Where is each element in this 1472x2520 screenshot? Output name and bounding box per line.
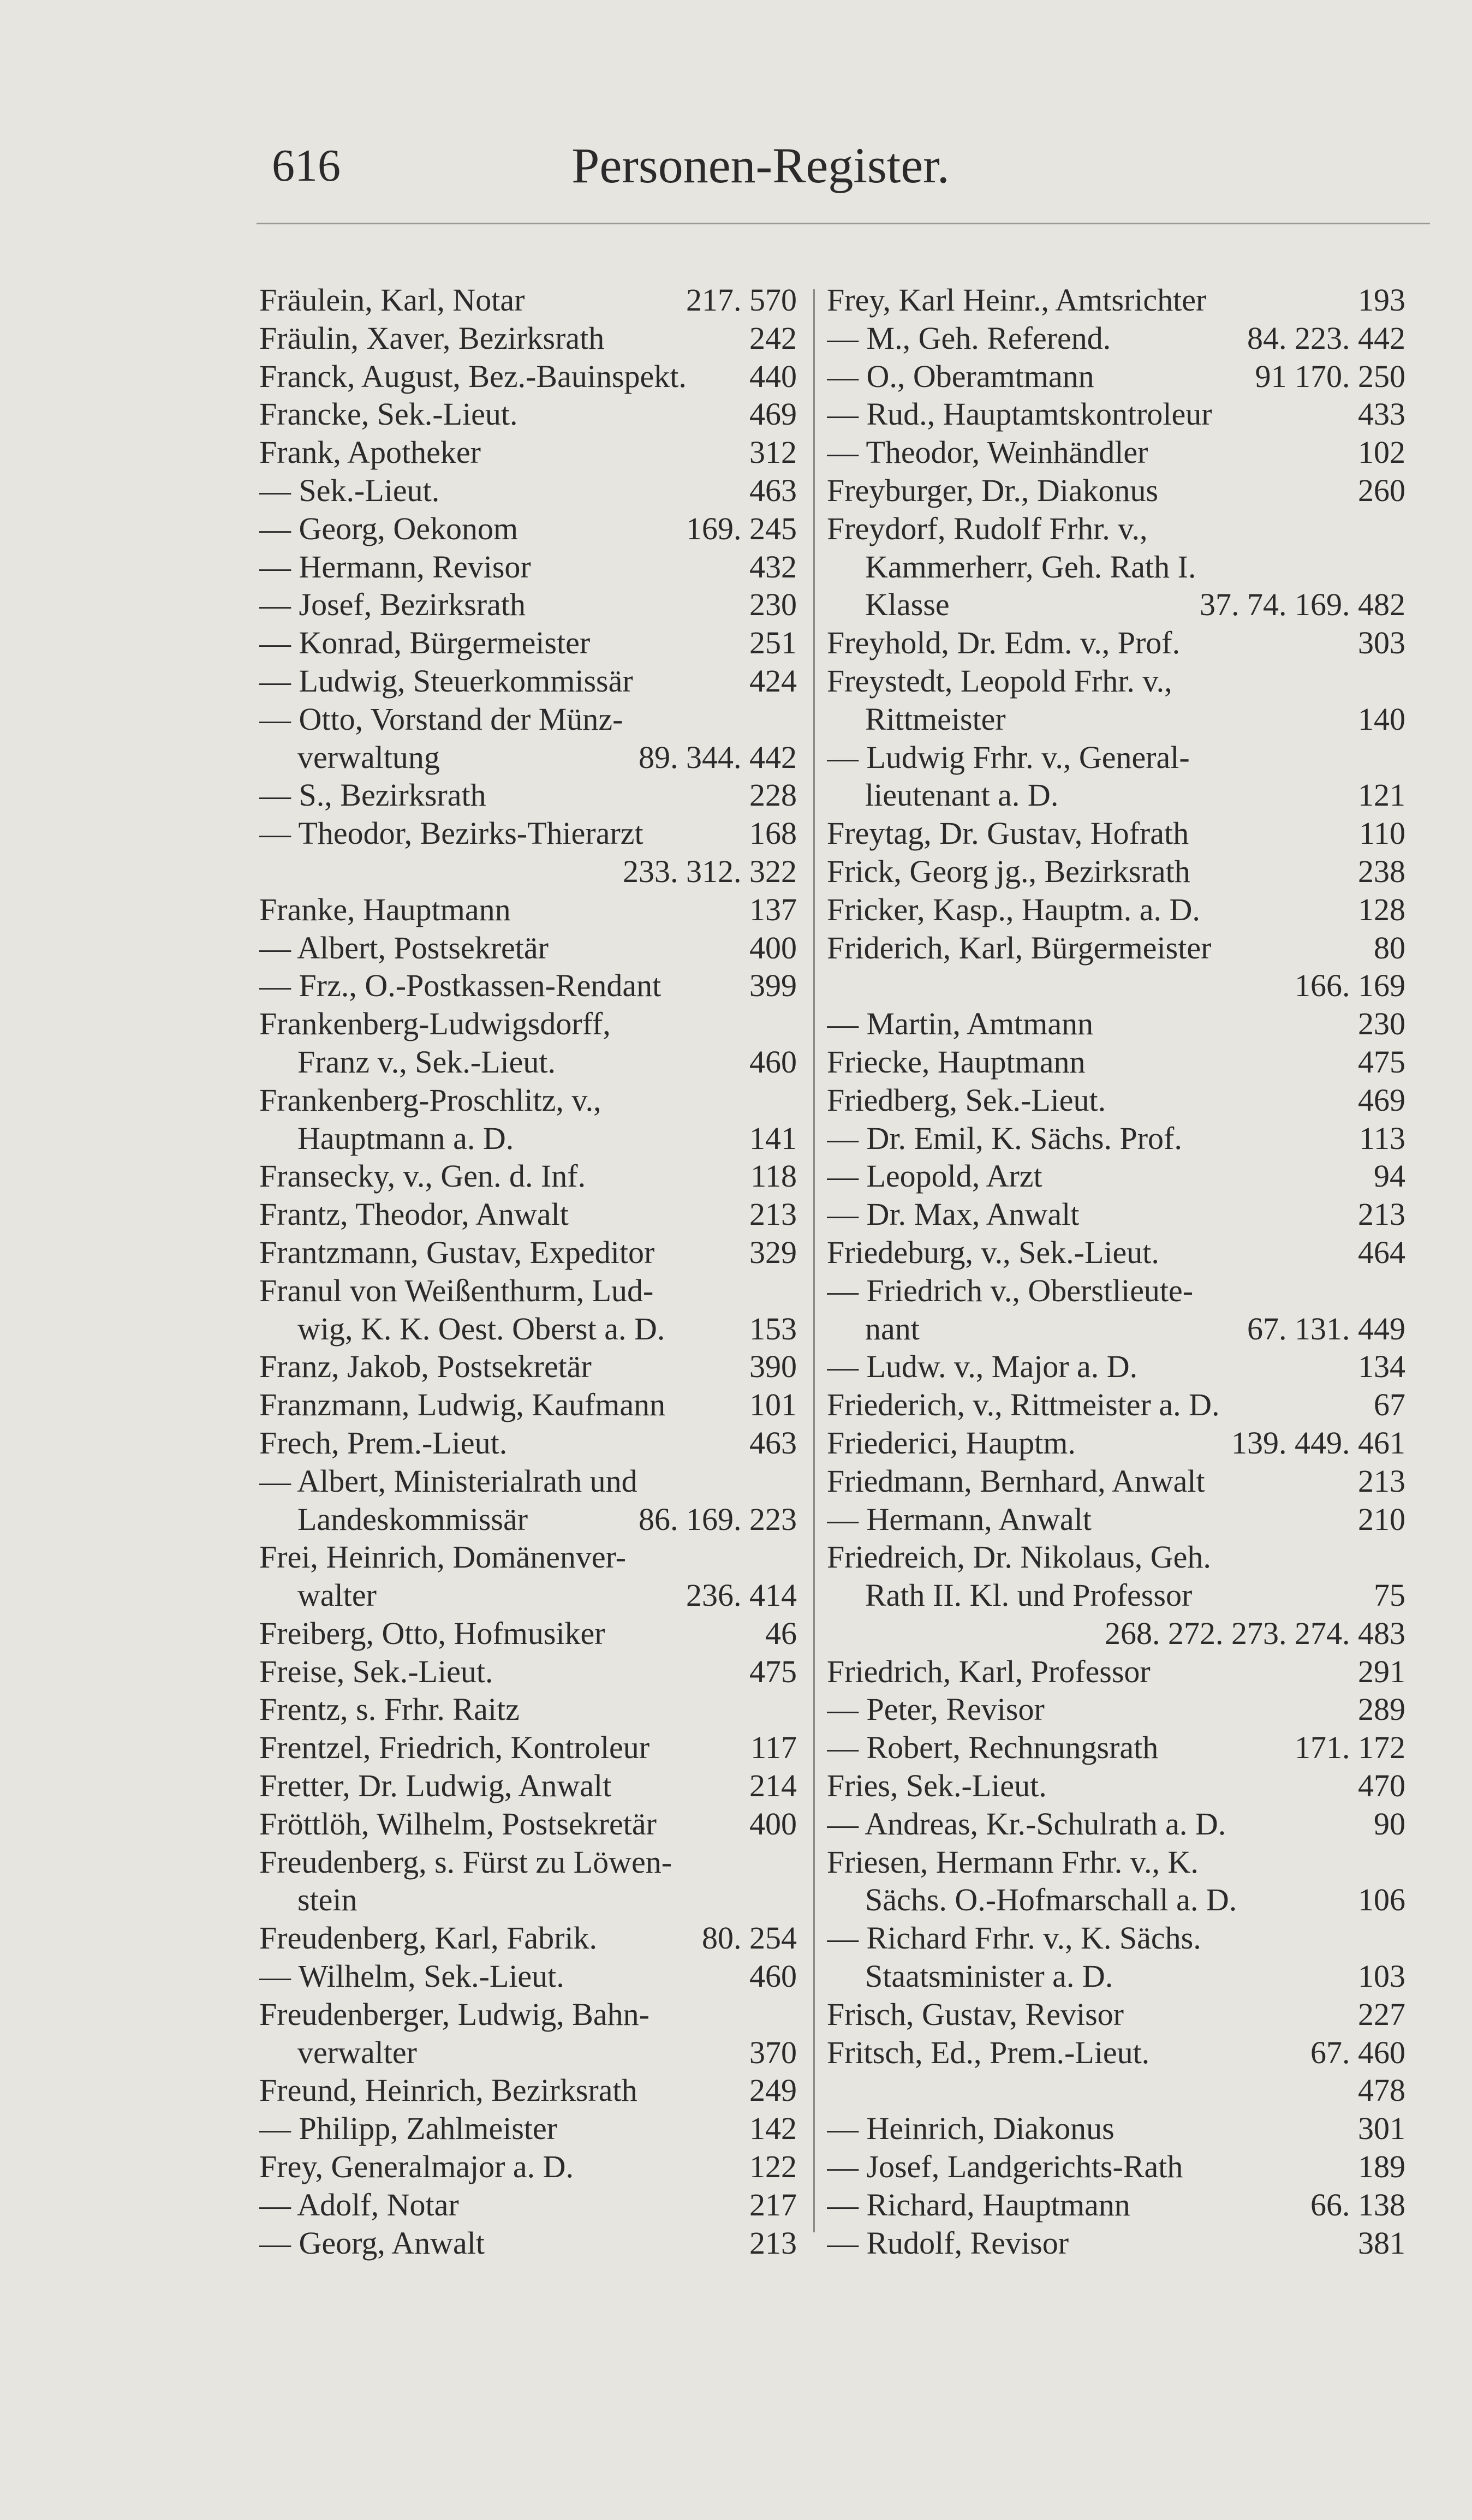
entry-page-refs: 84. 223. 442 [1247, 320, 1405, 356]
entry-text: Friedeburg, v., Sek.-Lieut. [827, 1234, 1159, 1270]
index-entry [827, 586, 1405, 624]
index-entry [827, 1538, 1405, 1576]
index-entry [827, 2224, 1405, 2262]
entry-page-refs: 230 [749, 587, 797, 623]
entry-page-refs: 433 [1358, 396, 1405, 432]
index-entry [827, 814, 1405, 853]
entry-page-refs: 268. 272. 273. 274. 483 [1105, 1615, 1405, 1651]
index-entry [259, 319, 797, 358]
index-entry [259, 1081, 797, 1119]
index-entry [259, 281, 797, 319]
index-entry [259, 1690, 797, 1729]
entry-text: Frentzel, Friedrich, Kontroleur [259, 1730, 650, 1766]
entry-text: Hauptmann a. D. [297, 1120, 514, 1156]
entry-text: Francke, Sek.-Lieut. [259, 396, 518, 432]
entry-page-refs: 137 [749, 891, 797, 927]
entry-text: Friecke, Hauptmann [827, 1044, 1086, 1080]
entry-text: Friderich, Karl, Bürgermeister [827, 930, 1212, 966]
entry-text: Friesen, Hermann Frhr. v., K. [827, 1844, 1199, 1880]
entry-text: — Otto, Vorstand der Münz- [259, 701, 623, 737]
entry-page-refs: 214 [749, 1768, 797, 1804]
entry-text: — Rudolf, Revisor [827, 2225, 1069, 2261]
entry-page-refs: 153 [749, 1310, 797, 1347]
entry-text: — Ludw. v., Major a. D. [827, 1349, 1138, 1385]
entry-text: — Georg, Anwalt [259, 2225, 485, 2261]
entry-page-refs: 193 [1358, 282, 1405, 318]
entry-page-refs: 118 [750, 1158, 797, 1194]
entry-page-refs: 67. 460 [1310, 2034, 1405, 2070]
entry-text: stein [297, 1882, 357, 1918]
entry-text: — Adolf, Notar [259, 2187, 459, 2223]
entry-page-refs: 233. 312. 322 [623, 853, 797, 889]
entry-page-refs: 463 [749, 1425, 797, 1461]
index-entry [259, 1195, 797, 1234]
index-entry [827, 395, 1405, 433]
entry-page-refs: 94 [1374, 1158, 1405, 1194]
entry-text: verwalter [297, 2034, 417, 2070]
entry-page-refs: 166. 169 [1295, 968, 1405, 1004]
entry-page-refs: 440 [749, 358, 797, 394]
entry-text: — Rud., Hauptamtskontroleur [827, 396, 1212, 432]
entry-text: — Richard Frhr. v., K. Sächs. [827, 1920, 1201, 1956]
index-entry [827, 624, 1405, 662]
entry-page-refs: 86. 169. 223 [639, 1501, 797, 1537]
entry-page-refs: 113 [1359, 1120, 1405, 1156]
entry-text: Friedberg, Sek.-Lieut. [827, 1082, 1106, 1118]
entry-page-refs: 140 [1358, 701, 1405, 737]
index-entry [827, 358, 1405, 396]
entry-page-refs: 236. 414 [686, 1577, 797, 1613]
index-entry [827, 1348, 1405, 1386]
entry-text: Klasse [865, 587, 950, 623]
index-entry [259, 1272, 797, 1310]
entry-text: Friedrich, Karl, Professor [827, 1653, 1151, 1689]
entry-text: — Richard, Hauptmann [827, 2187, 1130, 2223]
entry-page-refs: 37. 74. 169. 482 [1200, 587, 1405, 623]
entry-page-refs: 102 [1358, 434, 1405, 470]
index-entry [259, 1043, 797, 1081]
entry-text: Freydorf, Rudolf Frhr. v., [827, 510, 1148, 546]
entry-text: Fräulin, Xaver, Bezirksrath [259, 320, 605, 356]
index-entry [259, 853, 797, 891]
entry-text: Frech, Prem.-Lieut. [259, 1425, 508, 1461]
entry-text: Frentz, s. Frhr. Raitz [259, 1691, 520, 1727]
index-entry [259, 1500, 797, 1539]
entry-page-refs: 80. 254 [702, 1920, 797, 1956]
entry-text: Fräulein, Karl, Notar [259, 282, 525, 318]
entry-text: — Heinrich, Diakonus [827, 2111, 1115, 2147]
index-entry [827, 1729, 1405, 1767]
index-entry [259, 1767, 797, 1805]
entry-page-refs: 242 [749, 320, 797, 356]
index-entry [827, 776, 1405, 814]
entry-text: — Ludwig Frhr. v., General- [827, 739, 1190, 775]
entry-text: Friedreich, Dr. Nikolaus, Geh. [827, 1539, 1211, 1575]
index-entry [827, 1310, 1405, 1348]
entry-page-refs: 390 [749, 1349, 797, 1385]
entry-page-refs: 424 [749, 663, 797, 699]
entry-text: Rath II. Kl. und Professor [865, 1577, 1193, 1613]
entry-page-refs: 168 [749, 815, 797, 851]
entry-page-refs: 134 [1358, 1349, 1405, 1385]
entry-page-refs: 464 [1358, 1234, 1405, 1270]
index-entry [259, 2110, 797, 2148]
index-entry [827, 1462, 1405, 1500]
entry-page-refs: 103 [1358, 1958, 1405, 1994]
entry-text: — M., Geh. Referend. [827, 320, 1111, 356]
entry-page-refs: 370 [749, 2034, 797, 2070]
entry-page-refs: 213 [1358, 1463, 1405, 1499]
entry-text: — Philipp, Zahlmeister [259, 2111, 558, 2147]
entry-page-refs: 469 [1358, 1082, 1405, 1118]
index-entry [259, 662, 797, 700]
entry-page-refs: 139. 449. 461 [1231, 1425, 1405, 1461]
entry-page-refs: 475 [749, 1653, 797, 1689]
entry-text: — Friedrich v., Oberstlieute- [827, 1272, 1194, 1308]
index-entry [259, 776, 797, 814]
entry-text: — Ludwig, Steuerkommissär [259, 663, 633, 699]
entry-page-refs: 260 [1358, 472, 1405, 508]
entry-text: — Albert, Ministerialrath und [259, 1463, 637, 1499]
entry-text: — Dr. Max, Anwalt [827, 1196, 1080, 1232]
entry-text: — Sek.-Lieut. [259, 472, 440, 508]
entry-page-refs: 89. 344. 442 [639, 739, 797, 775]
entry-text: Friederici, Hauptm. [827, 1425, 1076, 1461]
entry-text: — Theodor, Weinhändler [827, 434, 1148, 470]
index-entry [827, 2186, 1405, 2224]
entry-text: Franke, Hauptmann [259, 891, 511, 927]
entry-page-refs: 217. 570 [686, 282, 797, 318]
index-entry [259, 395, 797, 433]
index-entry [827, 1843, 1405, 1881]
entry-text: — S., Bezirksrath [259, 777, 486, 813]
entry-text: Franck, August, Bez.-Bauinspekt. [259, 358, 687, 394]
entry-text: Frick, Georg jg., Bezirksrath [827, 853, 1190, 889]
index-entry [827, 1234, 1405, 1272]
header-rule [257, 223, 1430, 224]
index-entry [259, 1729, 797, 1767]
entry-page-refs: 171. 172 [1295, 1730, 1405, 1766]
index-entry [827, 1767, 1405, 1805]
entry-page-refs: 67 [1374, 1387, 1405, 1423]
entry-page-refs: 213 [1358, 1196, 1405, 1232]
index-entry [827, 1424, 1405, 1462]
index-entry [259, 2148, 797, 2186]
entry-text: Freudenberg, Karl, Fabrik. [259, 1920, 598, 1956]
entry-text: Landeskommissär [297, 1501, 528, 1537]
entry-text: Franzmann, Ludwig, Kaufmann [259, 1387, 666, 1423]
entry-text: Friederich, v., Rittmeister a. D. [827, 1387, 1220, 1423]
entry-page-refs: 249 [749, 2072, 797, 2108]
entry-text: — Peter, Revisor [827, 1691, 1045, 1727]
index-entry [259, 510, 797, 548]
entry-page-refs: 251 [749, 625, 797, 661]
index-entry [259, 1424, 797, 1462]
entry-text: — Albert, Postsekretär [259, 930, 549, 966]
entry-text: Freyburger, Dr., Diakonus [827, 472, 1159, 508]
index-entry [827, 2148, 1405, 2186]
index-entry [827, 2071, 1405, 2110]
entry-text: Sächs. O.-Hofmarschall a. D. [865, 1882, 1237, 1918]
index-entry [827, 1043, 1405, 1081]
index-entry [259, 1615, 797, 1653]
index-entry [827, 1119, 1405, 1158]
entry-text: — Josef, Landgerichts-Rath [827, 2149, 1183, 2185]
index-entry [259, 700, 797, 738]
entry-text: Frank, Apotheker [259, 434, 481, 470]
entry-page-refs: 80 [1374, 930, 1405, 966]
entry-text: Frisch, Gustav, Revisor [827, 1996, 1124, 2032]
entry-text: — Theodor, Bezirks-Thierarzt [259, 815, 643, 851]
entry-text: verwaltung [297, 739, 440, 775]
entry-page-refs: 106 [1358, 1882, 1405, 1918]
entry-page-refs: 230 [1358, 1006, 1405, 1042]
index-entry [827, 1195, 1405, 1234]
entry-text: — Josef, Bezirksrath [259, 587, 526, 623]
entry-page-refs: 128 [1358, 891, 1405, 927]
index-entry [827, 700, 1405, 738]
index-entry [827, 510, 1405, 548]
entry-page-refs: 217 [749, 2187, 797, 2223]
entry-page-refs: 238 [1358, 853, 1405, 889]
entry-page-refs: 460 [749, 1044, 797, 1080]
entry-text: Fransecky, v., Gen. d. Inf. [259, 1158, 586, 1194]
index-entry [827, 1576, 1405, 1615]
entry-text: — Hermann, Anwalt [827, 1501, 1092, 1537]
entry-text: Fröttlöh, Wilhelm, Postsekretär [259, 1806, 657, 1842]
entry-page-refs: 303 [1358, 625, 1405, 661]
entry-page-refs: 463 [749, 472, 797, 508]
index-entry [827, 1005, 1405, 1043]
entry-text: — Wilhelm, Sek.-Lieut. [259, 1958, 564, 1994]
entry-page-refs: 91 170. 250 [1255, 358, 1405, 394]
entry-page-refs: 213 [749, 1196, 797, 1232]
index-entry [259, 814, 797, 853]
entry-text: Freytag, Dr. Gustav, Hofrath [827, 815, 1189, 851]
index-entry [827, 1615, 1405, 1653]
entry-text: — O., Oberamtmann [827, 358, 1094, 394]
entry-page-refs: 110 [1359, 815, 1405, 851]
index-entry [827, 1805, 1405, 1843]
entry-text: Freystedt, Leopold Frhr. v., [827, 663, 1172, 699]
index-entry [259, 586, 797, 624]
index-entry [259, 1843, 797, 1881]
entry-page-refs: 169. 245 [686, 510, 797, 546]
entry-text: — Leopold, Arzt [827, 1158, 1042, 1194]
index-entry [259, 738, 797, 777]
entry-page-refs: 210 [1358, 1501, 1405, 1537]
entry-text: — Martin, Amtmann [827, 1006, 1094, 1042]
entry-page-refs: 399 [749, 968, 797, 1004]
index-entry [259, 1919, 797, 1957]
entry-text: Franul von Weißenthurm, Lud- [259, 1272, 654, 1308]
entry-text: Fricker, Kasp., Hauptm. a. D. [827, 891, 1200, 927]
index-entry [827, 662, 1405, 700]
index-entry [827, 1500, 1405, 1539]
index-entry [827, 281, 1405, 319]
index-entry [827, 472, 1405, 510]
index-column-left [259, 281, 797, 2262]
entry-page-refs: 291 [1358, 1653, 1405, 1689]
entry-page-refs: 478 [1358, 2072, 1405, 2108]
entry-text: walter [297, 1577, 377, 1613]
entry-page-refs: 475 [1358, 1044, 1405, 1080]
entry-page-refs: 101 [749, 1387, 797, 1423]
entry-page-refs: 470 [1358, 1768, 1405, 1804]
index-entry [259, 1538, 797, 1576]
entry-page-refs: 469 [749, 396, 797, 432]
index-entry [827, 2110, 1405, 2148]
entry-text: — Andreas, Kr.-Schulrath a. D. [827, 1806, 1226, 1842]
index-entry [827, 929, 1405, 967]
entry-text: Franz, Jakob, Postsekretär [259, 1349, 592, 1385]
entry-page-refs: 227 [1358, 1996, 1405, 2032]
index-entry [827, 2034, 1405, 2072]
entry-page-refs: 400 [749, 1806, 797, 1842]
index-entry [259, 2034, 797, 2072]
index-entry [259, 548, 797, 586]
entry-page-refs: 46 [765, 1615, 797, 1651]
entry-text: lieutenant a. D. [865, 777, 1059, 813]
entry-text: Rittmeister [865, 701, 1006, 737]
index-entry [259, 1995, 797, 2034]
index-entry [827, 1386, 1405, 1424]
entry-page-refs: 460 [749, 1958, 797, 1994]
entry-page-refs: 142 [749, 2111, 797, 2147]
entry-page-refs: 121 [1358, 777, 1405, 813]
index-entry [259, 1653, 797, 1691]
entry-page-refs: 432 [749, 549, 797, 585]
entry-page-refs: 66. 138 [1310, 2187, 1405, 2223]
index-entry [827, 891, 1405, 929]
entry-text: — Konrad, Bürgermeister [259, 625, 591, 661]
index-entry [827, 319, 1405, 358]
entry-text: Freund, Heinrich, Bezirksrath [259, 2072, 637, 2108]
index-entry [827, 1995, 1405, 2034]
index-entry [259, 1157, 797, 1195]
index-entry [827, 1690, 1405, 1729]
entry-text: Frantzmann, Gustav, Expeditor [259, 1234, 655, 1270]
entry-page-refs: 75 [1374, 1577, 1405, 1613]
entry-page-refs: 122 [749, 2149, 797, 2185]
entry-text: Frey, Karl Heinr., Amtsrichter [827, 282, 1207, 318]
entry-text: Frei, Heinrich, Domänenver- [259, 1539, 627, 1575]
entry-page-refs: 213 [749, 2225, 797, 2261]
entry-page-refs: 228 [749, 777, 797, 813]
entry-text: Frankenberg-Proschlitz, v., [259, 1082, 601, 1118]
entry-text: Frantz, Theodor, Anwalt [259, 1196, 569, 1232]
index-entry [259, 1005, 797, 1043]
entry-page-refs: 141 [749, 1120, 797, 1156]
index-entry [827, 1157, 1405, 1195]
entry-text: Freyhold, Dr. Edm. v., Prof. [827, 625, 1181, 661]
index-entry [259, 472, 797, 510]
entry-text: Fretter, Dr. Ludwig, Anwalt [259, 1768, 612, 1804]
entry-text: nant [865, 1310, 920, 1347]
entry-text: Freudenberg, s. Fürst zu Löwen- [259, 1844, 672, 1880]
entry-text: Freiberg, Otto, Hofmusiker [259, 1615, 605, 1651]
index-entry [259, 358, 797, 396]
entry-text: Fries, Sek.-Lieut. [827, 1768, 1047, 1804]
index-entry [259, 1234, 797, 1272]
index-entry [259, 2071, 797, 2110]
index-entry [827, 853, 1405, 891]
column-divider [813, 289, 815, 2232]
entry-page-refs: 400 [749, 930, 797, 966]
index-entry [827, 738, 1405, 777]
index-entry [259, 1386, 797, 1424]
entry-page-refs: 90 [1374, 1806, 1405, 1842]
index-entry [827, 1653, 1405, 1691]
index-column-right [827, 281, 1405, 2262]
entry-text: Frankenberg-Ludwigsdorff, [259, 1006, 611, 1042]
index-entry [259, 1957, 797, 1995]
entry-page-refs: 189 [1358, 2149, 1405, 2185]
index-entry [827, 1881, 1405, 1919]
index-entry [259, 1310, 797, 1348]
entry-text: — Dr. Emil, K. Sächs. Prof. [827, 1120, 1182, 1156]
entry-page-refs: 117 [750, 1730, 797, 1766]
index-entry [827, 1919, 1405, 1957]
entry-text: wig, K. K. Oest. Oberst a. D. [297, 1310, 665, 1347]
page-title: Personen-Register. [571, 138, 950, 193]
index-entry [259, 1805, 797, 1843]
entry-text: Frey, Generalmajor a. D. [259, 2149, 574, 2185]
entry-text: — Frz., O.-Postkassen-Rendant [259, 968, 661, 1004]
entry-page-refs: 312 [749, 434, 797, 470]
index-entry [259, 967, 797, 1005]
entry-text: Fritsch, Ed., Prem.-Lieut. [827, 2034, 1150, 2070]
index-entry [259, 891, 797, 929]
index-entry [827, 548, 1405, 586]
index-entry [259, 1576, 797, 1615]
index-entry [259, 2186, 797, 2224]
index-entry [259, 1881, 797, 1919]
index-entry [259, 2224, 797, 2262]
index-entry [827, 967, 1405, 1005]
entry-page-refs: 329 [749, 1234, 797, 1270]
entry-page-refs: 67. 131. 449 [1247, 1310, 1405, 1347]
index-entry [259, 1119, 797, 1158]
entry-text: Staatsminister a. D. [865, 1958, 1113, 1994]
index-entry [259, 624, 797, 662]
entry-text: — Robert, Rechnungsrath [827, 1730, 1159, 1766]
entry-text: Kammerherr, Geh. Rath I. [865, 549, 1196, 585]
index-entry [827, 1081, 1405, 1119]
entry-text: Franz v., Sek.-Lieut. [297, 1044, 556, 1080]
entry-text: — Georg, Oekonom [259, 510, 519, 546]
entry-page-refs: 381 [1358, 2225, 1405, 2261]
index-entry [259, 929, 797, 967]
entry-page-refs: 289 [1358, 1691, 1405, 1727]
entry-text: Friedmann, Bernhard, Anwalt [827, 1463, 1205, 1499]
index-entry [259, 1348, 797, 1386]
entry-text: — Hermann, Revisor [259, 549, 531, 585]
entry-page-refs: 301 [1358, 2111, 1405, 2147]
index-entry [827, 1272, 1405, 1310]
index-entry [827, 433, 1405, 472]
index-entry [827, 1957, 1405, 1995]
entry-text: Freudenberger, Ludwig, Bahn- [259, 1996, 649, 2032]
index-entry [259, 433, 797, 472]
page-number: 616 [272, 140, 341, 191]
entry-text: Freise, Sek.-Lieut. [259, 1653, 493, 1689]
index-entry [259, 1462, 797, 1500]
